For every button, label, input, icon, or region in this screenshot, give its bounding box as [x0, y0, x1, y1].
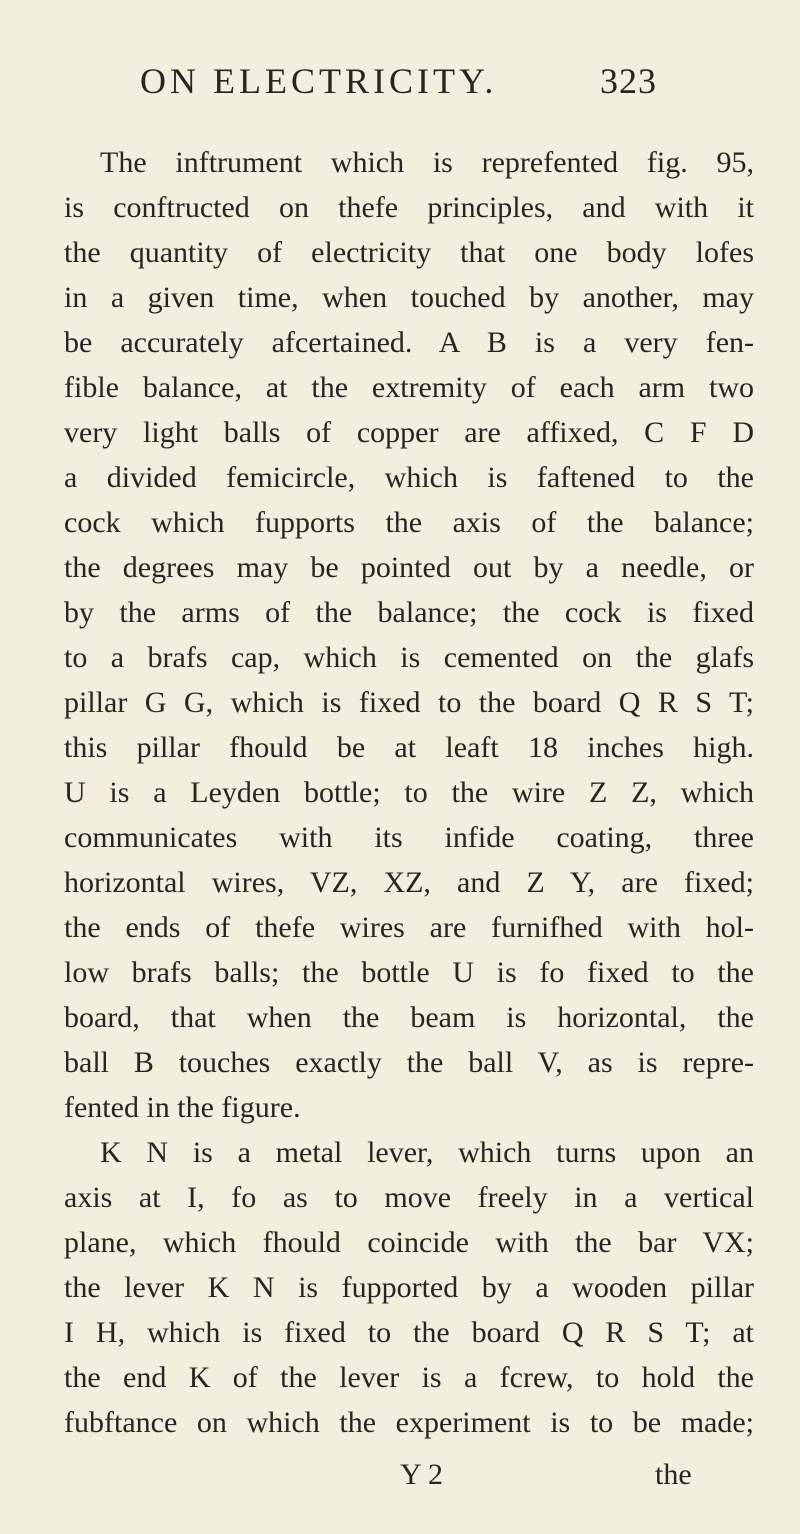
text-line: pillar G G, which is fixed to the board Q R S T; — [64, 686, 754, 719]
text-line: U is a Leyden bottle; to the wire Z Z, which — [64, 776, 754, 809]
text-line: be accurately afcertained. A B is a very fen- — [64, 326, 754, 359]
text-line: cock which fupports the axis of the balance; — [64, 506, 754, 539]
text-line: axis at I, fo as to move freely in a vertical — [64, 1181, 754, 1214]
text-line: to a brafs cap, which is cemented on the glafs — [64, 641, 754, 674]
running-head-title: ON ELECTRICITY. — [140, 61, 498, 101]
text-line: low brafs balls; the bottle U is fo fixed to the — [64, 956, 754, 989]
text-line: the quantity of electricity that one body lofes — [64, 236, 754, 269]
catchword: the — [655, 1458, 692, 1491]
text-line: communicates with its infide coating, three — [64, 821, 754, 854]
signature-mark: Y 2 — [400, 1458, 444, 1491]
text-line: the lever K N is fupported by a wooden pillar — [64, 1271, 754, 1304]
text-line: a divided femicircle, which is faftened to the — [64, 461, 754, 494]
text-line: in a given time, when touched by another, may — [64, 281, 754, 314]
catchline — [0, 1452, 800, 1498]
text-line: the end K of the lever is a fcrew, to hold the — [64, 1361, 754, 1394]
text-line: I H, which is fixed to the board Q R S T; at — [64, 1316, 754, 1349]
text-line: fubftance on which the experiment is to be made; — [64, 1406, 754, 1439]
text-line: fible balance, at the extremity of each arm two — [64, 371, 754, 404]
text-line: the degrees may be pointed out by a needle, or — [64, 551, 754, 584]
text-line: very light balls of copper are affixed, C F D — [64, 416, 754, 449]
text-line: this pillar fhould be at leaft 18 inches high. — [64, 731, 754, 764]
text-line: is conftructed on thefe principles, and with it — [64, 191, 754, 224]
text-line: ball B touches exactly the ball V, as is repre- — [64, 1046, 754, 1079]
text-line: plane, which fhould coincide with the bar VX; — [64, 1226, 754, 1259]
page-number: 323 — [600, 61, 657, 101]
text-line: The inftrument which is reprefented fig. 95, — [100, 146, 754, 179]
text-line: horizontal wires, VZ, XZ, and Z Y, are fixed; — [64, 866, 754, 899]
text-line: fented in the figure. — [64, 1091, 301, 1124]
text-line: K N is a metal lever, which turns upon an — [100, 1136, 754, 1169]
text-line: the ends of thefe wires are furnifhed with hol- — [64, 911, 754, 944]
text-line: by the arms of the balance; the cock is fixed — [64, 596, 754, 629]
text-line: board, that when the beam is horizontal, the — [64, 1001, 754, 1034]
